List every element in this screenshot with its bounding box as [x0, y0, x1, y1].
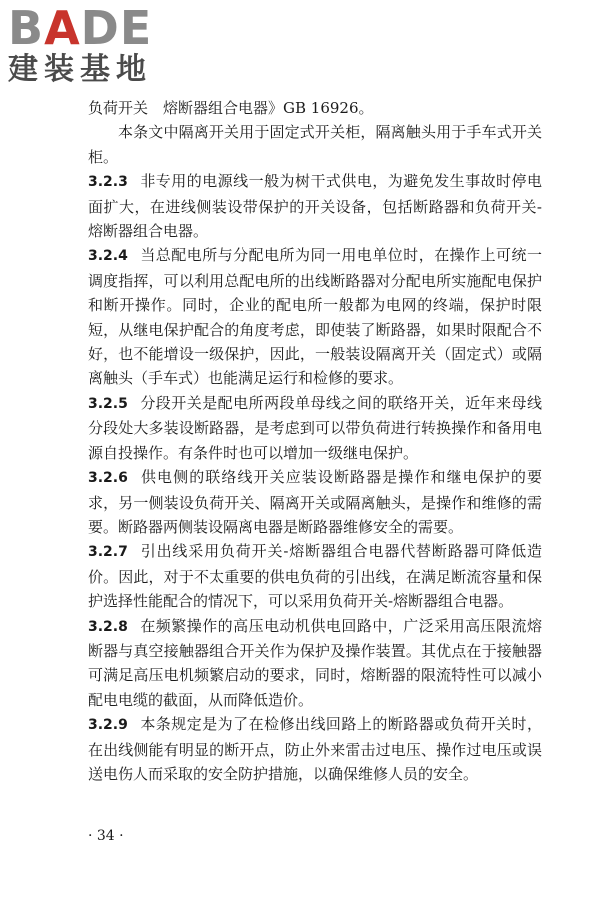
clause-text: 供电侧的联络线开关应装设断路器是操作和继电保护的要求，另一侧装设负荷开关、隔离开关或隔离触头，是操作和维修的需要。断路器两侧装设隔离电器是断路器维修安全的需要。	[88, 468, 542, 536]
clause-number: 3.2.3	[88, 174, 128, 191]
clause-number: 3.2.9	[88, 717, 128, 734]
page-number: · 34 ·	[88, 828, 124, 844]
clause-3-2-3	[88, 169, 542, 243]
clause-3-2-4	[88, 243, 542, 390]
clause-text: 当总配电所与分配电所为同一用电单位时，在操作上可统一调度指挥，可以利用总配电所的出线断路器对分配电所实施配电保护和断开操作。同时，企业的配电所一般都为电网的终端，保护时限短，从继电保护配合的角度考虑，即使装了断路器，如果时限配合不好，也不能增设一级保护，因此，一般装设隔离开关（固定式）或隔离触头（手车式）也能满足运行和检修的要求。	[88, 246, 542, 388]
clause-text: 非专用的电源线一般为树干式供电，为避免发生事故时停电面扩大，在进线侧装设带保护的开关设备，包括断路器和负荷开关-熔断器组合电器。	[88, 172, 542, 241]
brand-subtitle: 建装基地	[8, 52, 152, 87]
paragraph-note: 本条文中隔离开关用于固定式开关柜，隔离触头用于手车式开关柜。	[88, 123, 542, 166]
clause-text: 分段开关是配电所两段单母线之间的联络开关，近年来母线分段处大多装设断路器，是考虑到可以带负荷进行转换操作和备用电源自投操作。有条件时也可以增加一级继电保护。	[88, 393, 542, 462]
clause-3-2-5	[88, 391, 542, 465]
clause-number: 3.2.4	[88, 248, 128, 265]
clause-number: 3.2.7	[88, 544, 128, 561]
document-body	[88, 96, 542, 786]
clause-text: 在频繁操作的高压电动机供电回路中，广泛采用高压限流熔断器与真空接触器组合开关作为保护及操作装置。其优点在于接触器可满足高压电机频繁启动的要求，同时，熔断器的限流特性可以减小配电电缆的截面，从而降低造价。	[88, 616, 542, 709]
clause-text: 本条规定是为了在检修出线回路上的断路器或负荷开关时，在出线侧能有明显的断开点，防止外来雷击过电压、操作过电压或误送电伤人而采取的安全防护措施，以确保维修人员的安全。	[88, 715, 542, 783]
clause-3-2-8	[88, 614, 542, 713]
clause-number: 3.2.5	[88, 395, 128, 412]
clause-number: 3.2.8	[88, 618, 128, 635]
brand-watermark	[8, 1, 178, 94]
paragraph-continuation: 负荷开关 熔断器组合电器》GB 16926。	[88, 99, 374, 117]
clause-number: 3.2.6	[88, 470, 128, 487]
clause-3-2-9	[88, 712, 542, 786]
clause-3-2-7	[88, 539, 542, 613]
brand-logo-text: BADE	[8, 1, 153, 55]
clause-3-2-6	[88, 465, 542, 539]
clause-text: 引出线采用负荷开关-熔断器组合电器代替断路器可降低造价。因此，对于不太重要的供电负荷的引出线，在满足断流容量和保护选择性能配合的情况下，可以采用负荷开关-熔断器组合电器。	[88, 542, 542, 611]
